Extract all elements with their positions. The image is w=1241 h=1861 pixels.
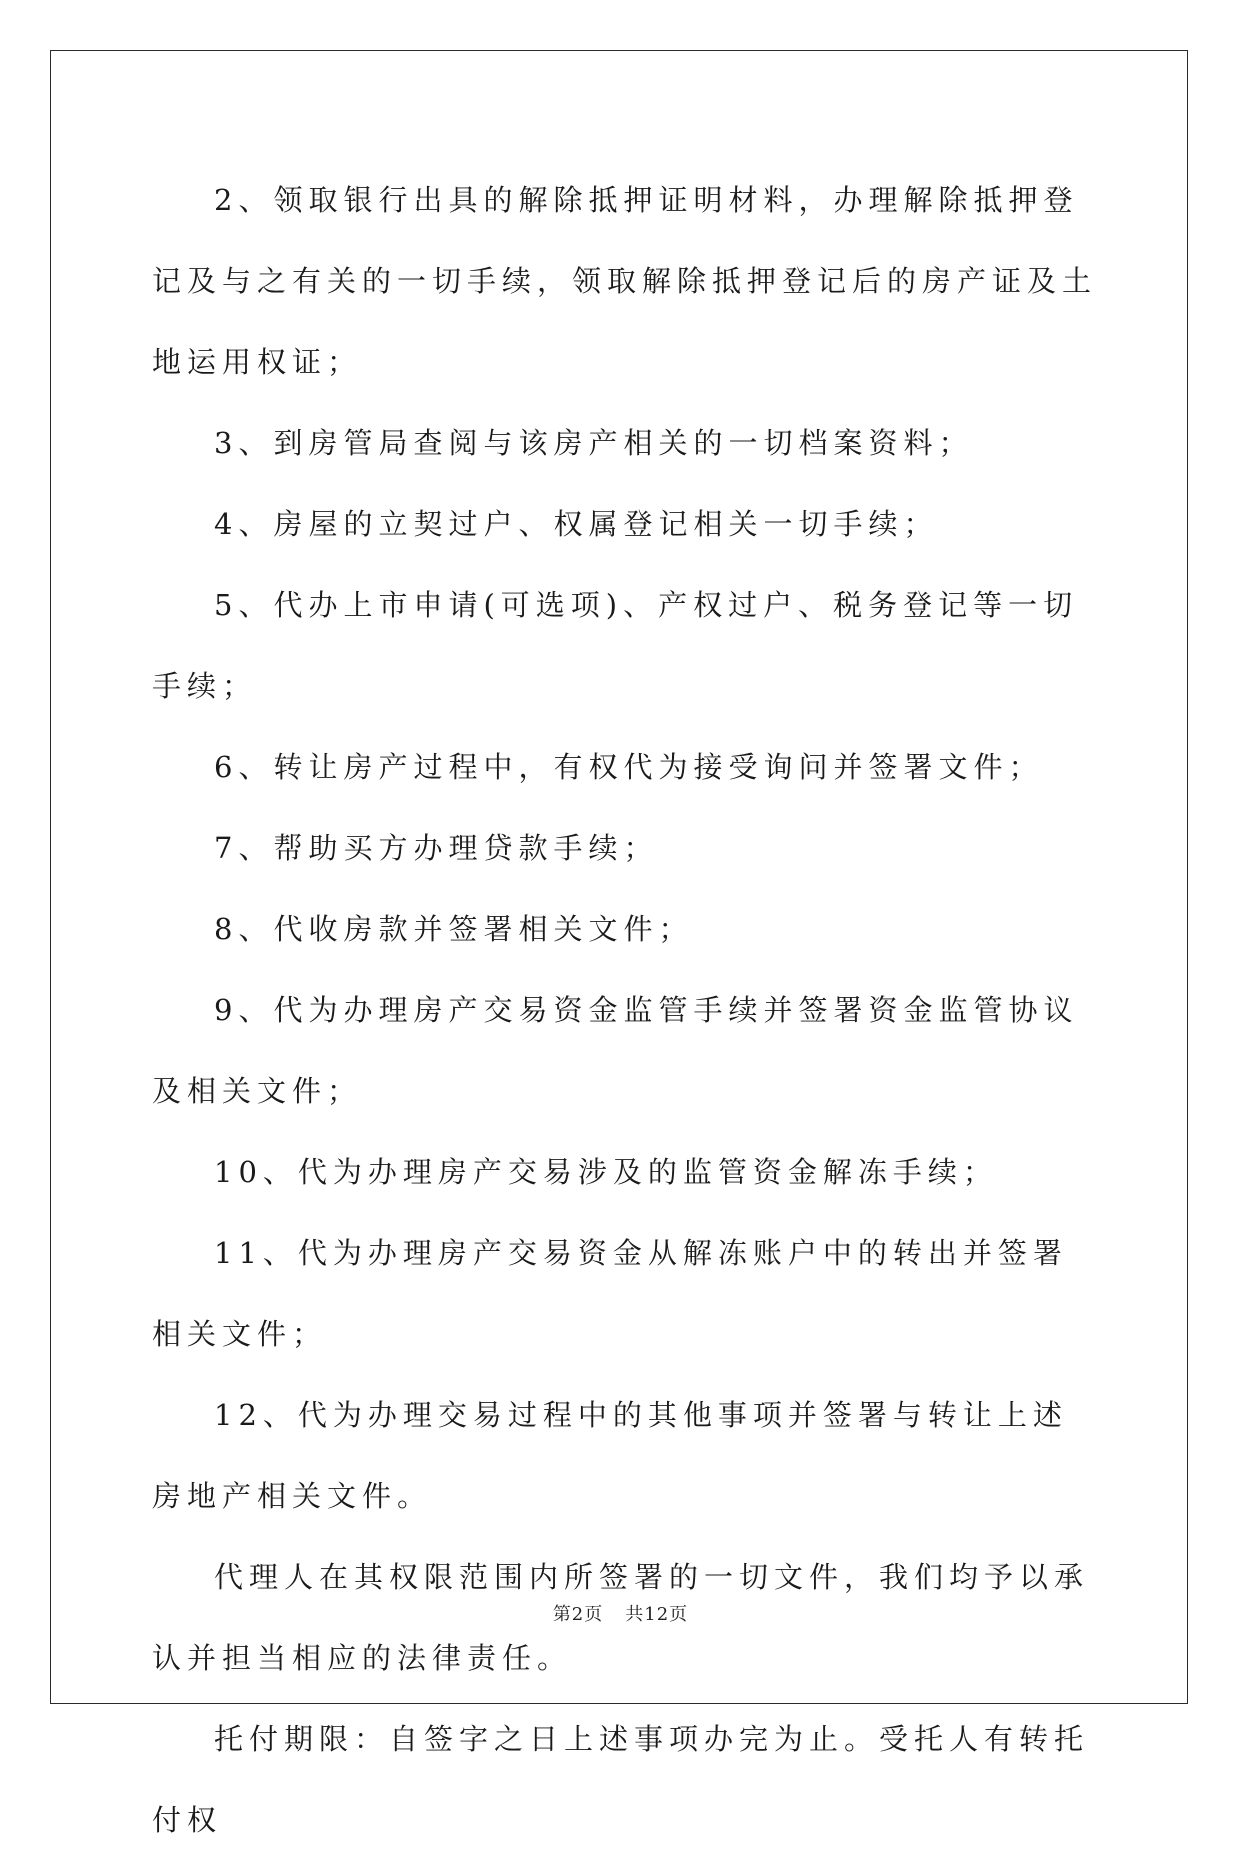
paragraph-item-5: 5、代办上市申请(可选项)、产权过户、税务登记等一切手续； [152,588,1079,703]
page-number: 第2页 [552,1604,604,1625]
paragraph-item-7: 7、帮助买方办理贷款手续； [214,831,659,865]
paragraph-acknowledgement: 代理人在其权限范围内所签署的一切文件，我们均予以承认并担当相应的法律责任。 [152,1560,1090,1675]
paragraph-item-11: 11、代为办理房产交易资金从解冻账户中的转出并签署相关文件； [152,1236,1068,1351]
paragraph-item-2: 2、领取银行出具的解除抵押证明材料，办理解除抵押登记及与之有关的一切手续，领取解除抵押登记后的房产证及土地运用权证； [152,183,1098,379]
paragraph-item-8: 8、代收房款并签署相关文件； [214,912,694,946]
paragraph-item-10: 10、代为办理房产交易涉及的监管资金解冻手续； [214,1155,998,1189]
paragraph-item-9: 9、代为办理房产交易资金监管手续并签署资金监管协议及相关文件； [152,993,1079,1108]
paragraph-item-6: 6、转让房产过程中，有权代为接受询问并签署文件； [214,750,1044,784]
page-footer [0,1600,1241,1626]
paragraph-term: 托付期限：自签字之日上述事项办完为止。受托人有转托付权 [152,1722,1090,1837]
paragraph-item-3: 3、到房管局查阅与该房产相关的一切档案资料； [214,426,974,460]
page-total: 共12页 [625,1604,689,1625]
paragraph-item-12: 12、代为办理交易过程中的其他事项并签署与转让上述房地产相关文件。 [152,1398,1068,1513]
paragraph-item-4: 4、房屋的立契过户、权属登记相关一切手续； [214,507,939,541]
